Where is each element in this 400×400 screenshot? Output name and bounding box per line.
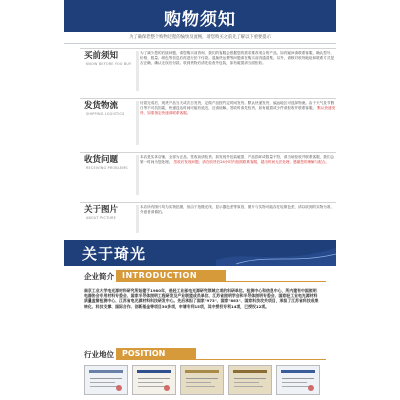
intro-cn-title: 企业简介 (84, 272, 114, 281)
position-heading (80, 348, 320, 360)
shopping-notice-header (64, 0, 336, 32)
section-shipping (80, 98, 336, 148)
about-title: 关于琦光 (82, 245, 147, 263)
section-divider-bar (136, 155, 139, 195)
section-text (140, 51, 336, 66)
section-pictures (80, 202, 336, 236)
section-heading (80, 51, 136, 96)
section-text (140, 155, 336, 165)
section-title: 收货问题 (84, 155, 119, 165)
intro-en-title: INTRODUCTION (122, 271, 198, 280)
section-divider-bar (136, 51, 139, 91)
section-en-title: SHIPPING LOGISTICS (86, 112, 125, 116)
section-en-title: ABOUT PICTURE (86, 216, 116, 220)
divider (64, 43, 336, 44)
section-body: 付款完成后，现货产品当天或次日发货，定做产品按约定时间发货。默认快递发货，偏远地区可选择物流。由于天气及节假日等不可抗因素，快递送达时间可能有延迟，还请谅解。签收时请先验货，如有破损或少件请拒收并联系客服。 (140, 101, 335, 111)
certificate-image (132, 365, 176, 395)
certificate-image (276, 365, 320, 395)
position-en-title: POSITION (122, 349, 166, 358)
section-title: 关于图片 (84, 205, 119, 215)
introduction-text: 南京工业大学电光源材料研究所始建于1980年，是轻工业部电光源研究领域立项的科研单位。检测中心和信息中心，所内建有中国照明电器协会专用材料专委会、国家半导体照明工程研发及产业联盟成员单位、江苏省照明学会和半导体照明专委会、国家轻工业电光源材料质量监督检测中心、江苏省电光源材料科技研发中心。先后承担了国家"973"、国家"863"、国家科技攻关项目，承担了江苏省科技成果转化、科技支撑、国际合作、创新基金等项目30多项，申请专利15项，其中授权专利14项，已授权12项。 (84, 288, 319, 309)
section-text (140, 101, 336, 116)
section-divider-bar (136, 101, 139, 145)
intro-underline (116, 281, 326, 282)
page-title: 购物须知 (164, 10, 236, 30)
section-receiving (80, 152, 336, 198)
section-highlight: 签收后发现问题，请在收货后24小时内拍照联系客服，超出时间无法处理，感谢您的理解与配合。 (173, 160, 330, 165)
about-banner (64, 240, 336, 266)
section-body: 本店是实体店铺，全部为正品，签收前请验货，如发现外包装破损、产品损坏或数量不符，请当场拒收并联系客服，我们会第一时间为您处理。 (140, 155, 335, 165)
section-en-title: RECEIVING PROBLEMS (86, 166, 128, 170)
section-divider-bar (136, 205, 139, 233)
certificate-image (84, 365, 128, 395)
section-title: 发货物流 (84, 101, 119, 111)
position-underline (116, 359, 326, 360)
certificate-image (228, 365, 272, 395)
section-en-title: KNOW BEFORE YOU BUY (86, 62, 132, 66)
section-heading (80, 101, 136, 150)
section-text (140, 205, 336, 215)
introduction-heading (80, 270, 320, 282)
section-body: 为了减少您的后续问题，请您购买前咨询，我们的客服会根据您的需求推荐适合的产品，如有疑问请联系客服，确认型号、价格、数量、颜色等信息后再进行拍下付款。退换货运费等问题请在购买前沟通清楚。另外，请核对收货地址和联系方式是否正确，确认无误后付款。收到货物后请先检查外包装，如有破损请当面拒收。 (140, 51, 335, 66)
certificates-row (80, 365, 320, 400)
position-cn-title: 行业地位 (84, 350, 114, 359)
header-subtitle: 为了确保您整个购物过程的愉快及流畅，请您购买之前先了解以下重要提示 (129, 35, 271, 40)
section-heading (80, 155, 136, 200)
section-highlight: 默认快递发货，如需指定快递请联系客服。 (140, 106, 336, 116)
section-title: 买前须知 (84, 51, 119, 61)
section-before-buy (80, 48, 336, 94)
section-heading (80, 205, 136, 238)
certificate-image (180, 365, 224, 395)
section-body: 本店所有图片均为实物拍摄，但由于拍摄光线、显示器色差等原因，图片与实物可能存在轻微色差，请以收到的实物为准，介意者请慎拍。 (140, 205, 335, 215)
wave-decoration (216, 240, 336, 266)
